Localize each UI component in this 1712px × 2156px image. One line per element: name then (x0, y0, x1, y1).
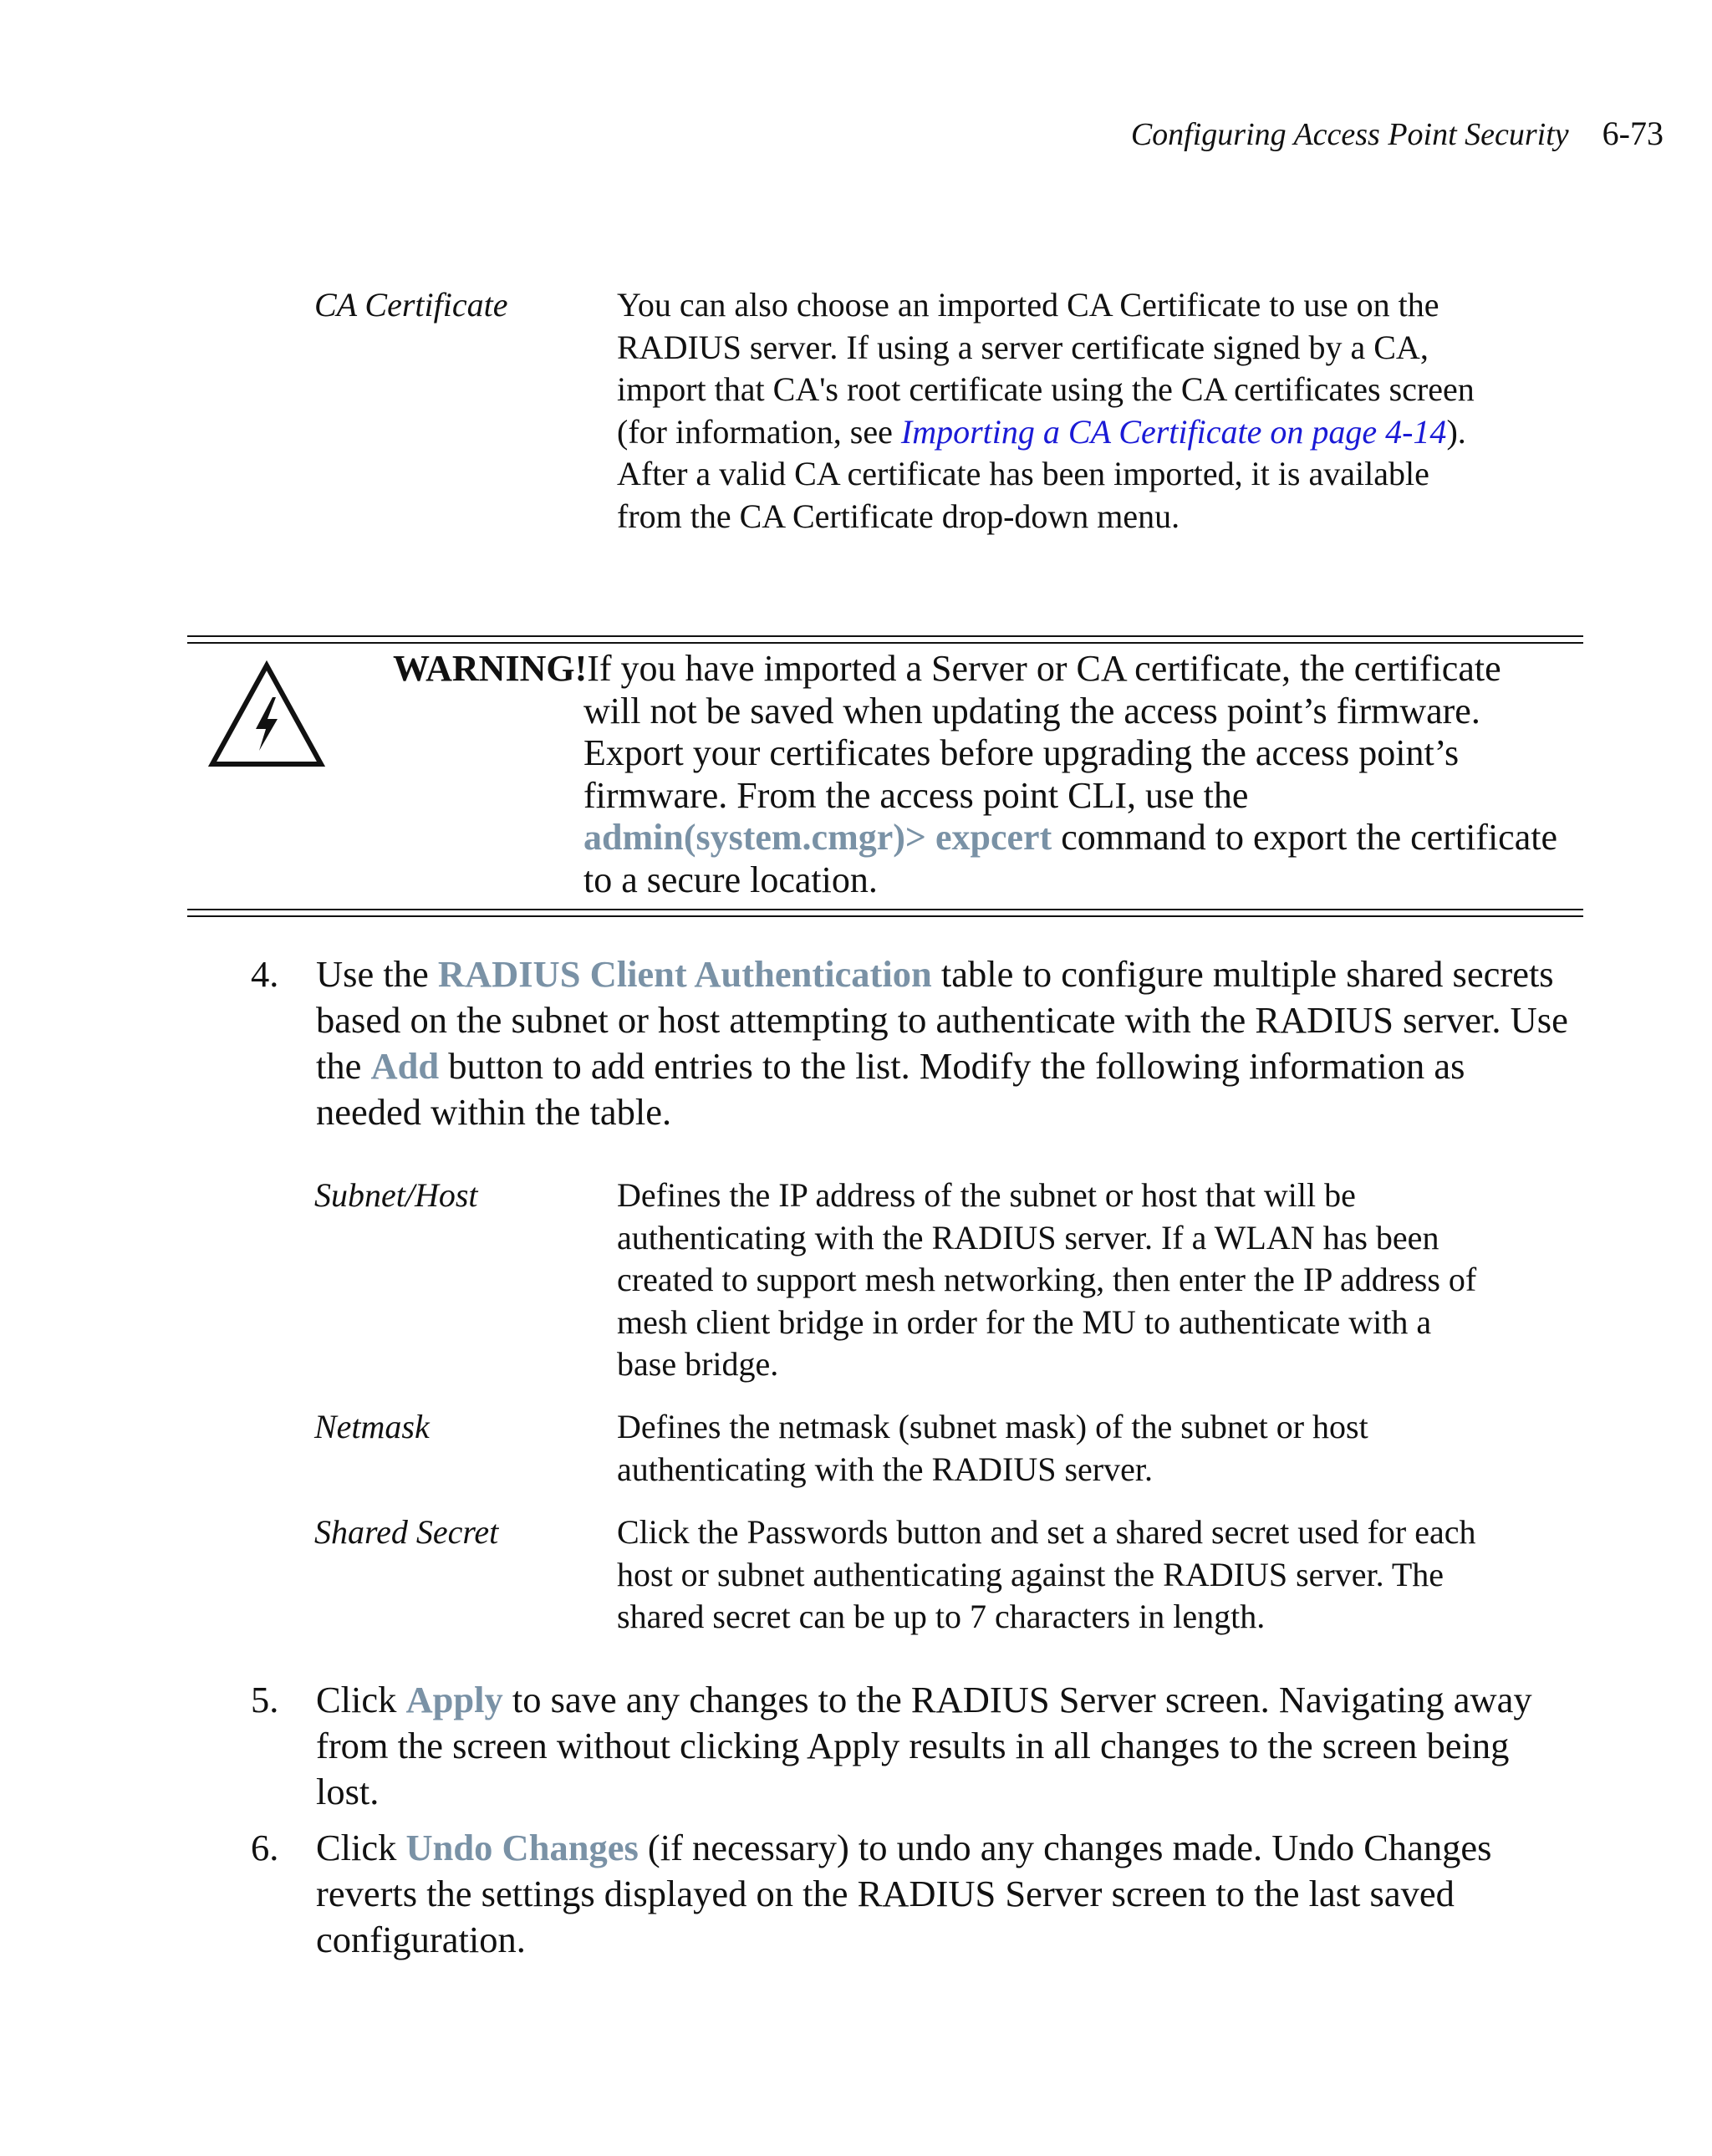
definition-shared-secret (314, 1511, 1485, 1639)
description-text: ). After a valid CA certificate has been imported, it is available from the CA Certificate drop-down menu. (617, 412, 1466, 535)
step-number: 5. (251, 1679, 279, 1720)
warning-label: WARNING! (393, 648, 588, 689)
definition-netmask (314, 1406, 1485, 1491)
warning-continuation (393, 691, 1572, 902)
step-number: 6. (251, 1827, 279, 1868)
definition-description: Defines the IP address of the subnet or host that will be authenticating with the RADIUS server. If a WLAN has been created to support mesh networking, then enter the IP address of mesh client bridge in order for the MU to authenticate with a base bridge. (617, 1176, 1477, 1383)
definition-description: Defines the netmask (subnet mask) of the subnet or host authenticating with the RADIUS server. (617, 1408, 1368, 1488)
high-voltage-warning-icon (207, 660, 326, 769)
step-text-part: Click (316, 1679, 406, 1720)
definition-ca-certificate (314, 284, 1485, 538)
ui-label-radius-client-authentication: RADIUS Client Authentication (437, 953, 932, 995)
warning-text-part: will not be saved when updating the access point’s firmware. Export your certificates before upgrading the access point’s firmware. From the access point CLI, use the (583, 690, 1480, 816)
step-text (316, 1677, 1578, 1815)
cli-command: admin(system.cmgr)> expcert (583, 817, 1052, 858)
ui-label-add: Add (370, 1045, 440, 1087)
step-text-part: to save any changes to the RADIUS Server screen. Navigating away from the screen without clicking Apply results in all changes to the screen being lost. (316, 1679, 1532, 1812)
section-title: Configuring Access Point Security (1130, 117, 1569, 152)
definition-description (617, 284, 1478, 538)
step-text-part: Click (316, 1827, 406, 1868)
step-number: 4. (251, 953, 279, 995)
step-text-part: Use the (316, 953, 438, 995)
definition-term: CA Certificate (314, 286, 508, 324)
warning-text (393, 648, 1572, 901)
step-text-part: (if necessary) to undo any changes made. Undo Changes reverts the settings displayed on the RADIUS Server screen to the last saved configuration. (316, 1827, 1492, 1960)
running-header (1131, 114, 1664, 155)
description-text: You can also choose an imported CA Certificate to use on the RADIUS server. If using a server certificate signed by a CA, import that CA's root certificate using the CA certificates screen (for information, see (617, 286, 1475, 451)
definition-term: Shared Secret (314, 1513, 499, 1551)
step-text (316, 951, 1578, 1135)
warning-text-part: If you have imported a Server or CA certificate, the certificate (587, 648, 1501, 689)
warning-bottom-rule (187, 909, 1583, 917)
definition-description: Click the Passwords button and set a shared secret used for each host or subnet authenticating against the RADIUS server. The shared secret can be up to 7 characters in length. (617, 1513, 1476, 1635)
step-5 (251, 1677, 1588, 1815)
step-6 (251, 1825, 1588, 1963)
warning-top-rule (187, 635, 1583, 644)
warning-first-line (393, 648, 1572, 691)
step-text-part: table to configure multiple shared secrets based on the subnet or host attempting to authenticate with the RADIUS server. Use the (316, 953, 1568, 1087)
definition-term: Netmask (314, 1408, 430, 1445)
definition-subnet-host (314, 1175, 1485, 1386)
ui-label-undo-changes: Undo Changes (405, 1827, 639, 1868)
ui-label-apply: Apply (405, 1679, 503, 1720)
cross-reference-link[interactable]: Importing a CA Certificate on page 4-14 (900, 412, 1447, 451)
page-number: 6-73 (1602, 115, 1664, 152)
warning-text-part: command to export the certificate to a secure location. (583, 817, 1557, 900)
step-4 (251, 951, 1588, 1135)
step-text-part: button to add entries to the list. Modify the following information as needed within the table. (316, 1045, 1465, 1133)
step-text (316, 1825, 1578, 1963)
definition-term: Subnet/Host (314, 1176, 478, 1214)
